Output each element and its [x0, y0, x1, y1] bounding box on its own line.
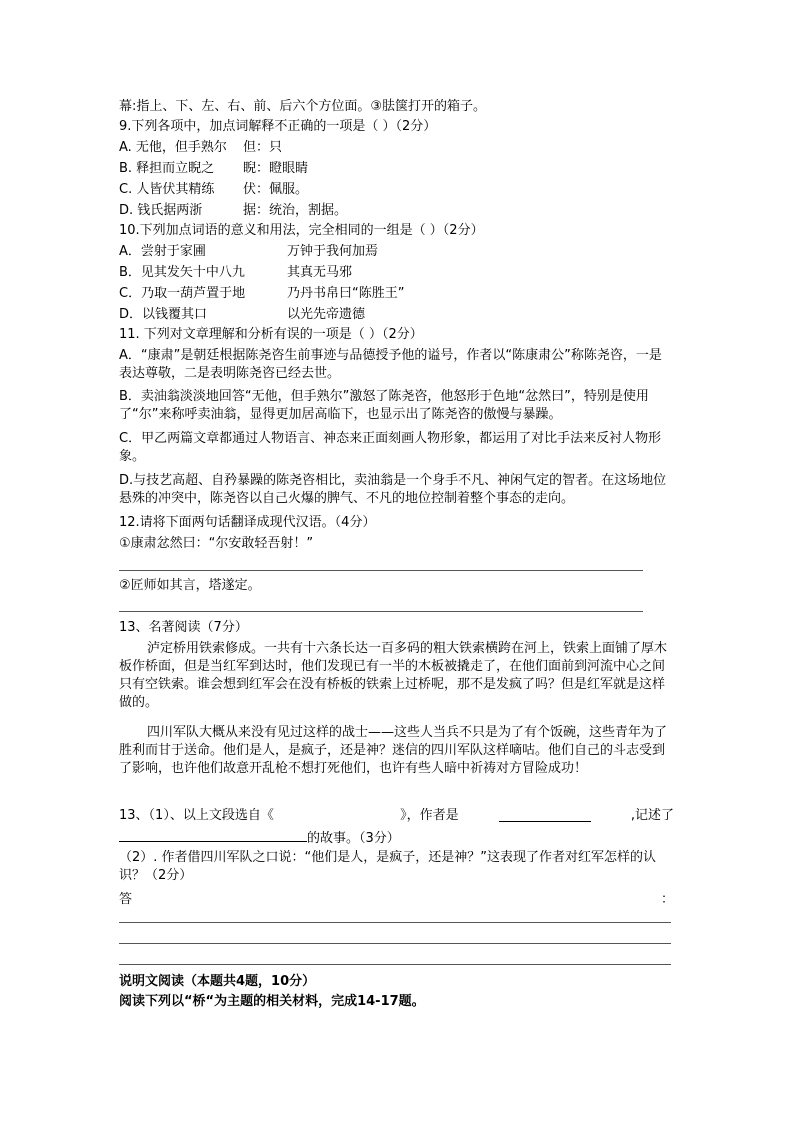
q10-option-d-pair: 以光先帝遗德: [287, 307, 366, 322]
passage-paragraph-1: 泸定桥用铁索修成。一共有十六条长达一百多码的粗大铁索横跨在河上，铁索上面铺了厚木板作桥面，但是当红军到达时，他们发现已有一半的木板被撬走了，在他们面前到河流中心之间只有空铁索。谁会想到红军会在没有桥板的铁索上过桥呢，那不是发疯了吗？但是红军就是这样做的。: [119, 641, 668, 710]
q13-answer-line-2: [119, 943, 671, 944]
question-11: 11. 下列对文章理解和分析有误的一项是（ ）（2分）: [119, 327, 423, 342]
q13-part-2: （2）. 作者借四川军队之口说：“他们是人，是疯子，还是神？”这表现了作者对红军怎样的认识？（2分）: [119, 850, 657, 883]
answer-label: 答: [119, 892, 133, 907]
q13-part-1-author: 》，作者是: [400, 808, 459, 823]
q10-option-c: [119, 285, 405, 303]
section-heading: 说明文阅读（本题共4题，10分）: [119, 974, 316, 989]
q9-option-b-gloss: 睨：瞪眼睛: [243, 161, 309, 176]
story-blank[interactable]: [119, 827, 307, 842]
q10-option-b-pair: 其真无马邪: [287, 265, 353, 280]
author-blank[interactable]: [499, 807, 591, 822]
q12-sentence-2: ②匠师如其言，塔遂定。: [119, 578, 261, 593]
q13-part-1-line-2: [119, 827, 400, 848]
q9-option-a: [119, 139, 283, 157]
q9-option-c: [119, 181, 309, 199]
q10-option-c-text: C．乃取一葫芦置于地: [119, 286, 246, 301]
q13-answer-line-1: [119, 922, 671, 923]
section-instruction: 阅读下列以“桥“为主题的相关材料，完成14-17题。: [119, 994, 425, 1009]
q11-option-c: C．甲乙两篇文章都通过人物语言、神态来正面刻画人物形象，都运用了对比手法来反衬人物形象。: [119, 431, 662, 464]
question-9: 9.下列各项中，加点词解释不正确的一项是（ ）（2分）: [119, 119, 437, 134]
q12-sentence-1: ①康肃忿然曰：“尔安敢轻吾射！”: [119, 536, 314, 551]
book-title-blank[interactable]: [314, 807, 360, 825]
q10-option-a-text: A．尝射于家圃: [119, 244, 206, 259]
q13-part-1-story: ,记述了: [630, 808, 674, 823]
q12-answer-line-2: [119, 611, 643, 612]
q9-option-d-gloss: 据：统治，割据。: [243, 203, 348, 218]
q13-part-1-end: 的故事。（3分）: [307, 831, 400, 846]
note-line: 幕:指上、下、左、右、前、后六个方位面。③胠箧打开的箱子。: [119, 99, 487, 114]
q9-option-d: [119, 202, 348, 220]
q9-option-c-gloss: 伏：佩服。: [243, 182, 309, 197]
q12-answer-line-1: [119, 570, 643, 571]
q11-option-a: A．“康肃”是朝廷根据陈尧咨生前事迹与品德授予他的谥号，作者以“陈康肃公”称陈尧咨，一是表达尊敬，二是表明陈尧咨已经去世。: [119, 348, 662, 381]
q13-part-1: [119, 807, 674, 825]
q11-option-d: D.与技艺高超、自矜暴躁的陈尧咨相比，卖油翁是一个身手不凡、神闲气定的智者。在这场地位悬殊的冲突中，陈尧咨以自己火爆的脾气、不凡的地位控制着整个事态的走向。: [119, 473, 667, 506]
q10-option-a-pair: 万钟于我何加焉: [287, 244, 379, 259]
q10-option-b: [119, 264, 353, 282]
answer-colon: ：: [660, 892, 674, 907]
q9-option-b: [119, 160, 309, 178]
q10-option-c-pair: 乃丹书帛曰“陈胜王”: [287, 286, 405, 301]
q9-option-c-text: C. 人皆伏其精练: [119, 182, 215, 197]
question-12: 12.请将下面两句话翻译成现代汉语。（4分）: [119, 515, 376, 530]
q10-option-d: [119, 306, 366, 324]
question-13: 13、名著阅读（7分）: [119, 620, 248, 635]
q9-option-a-text: A. 无他，但手熟尔: [119, 140, 227, 155]
q9-option-a-gloss: 但：只: [243, 140, 283, 155]
question-10: 10.下列加点词语的意义和用法，完全相同的一组是（ ）（2分）: [119, 223, 484, 238]
q10-option-a: [119, 243, 379, 261]
passage-paragraph-2: 四川军队大概从来没有见过这样的战士——这些人当兵不只是为了有个饭碗，这些青年为了胜利而甘于送命。他们是人，是疯子，还是神？迷信的四川军队这样嘀咕。他们自己的斗志受到了影响，也许他们故意开乱枪不想打死他们，也许有些人暗中祈祷对方冒险成功！: [119, 725, 668, 776]
q10-option-b-text: B．见其发矢十中八九: [119, 265, 245, 280]
q10-option-d-text: D．以钱覆其口: [119, 307, 208, 322]
q13-answer-line-3: [119, 964, 671, 965]
q9-option-d-text: D. 钱氏据两浙: [119, 203, 203, 218]
answer-label-line: [119, 891, 674, 909]
q13-part-1-prefix: 13、（1）、以上文段选自《: [119, 808, 274, 823]
q9-option-b-text: B. 释担而立睨之: [119, 161, 215, 176]
q11-option-b: B．卖油翁淡淡地回答“无他，但手熟尔”激怒了陈尧咨，他怒形于色地“忿然曰”，特别是使用了“尔”来称呼卖油翁，显得更加居高临下，也显示出了陈尧咨的傲慢与暴躁。: [119, 389, 649, 422]
